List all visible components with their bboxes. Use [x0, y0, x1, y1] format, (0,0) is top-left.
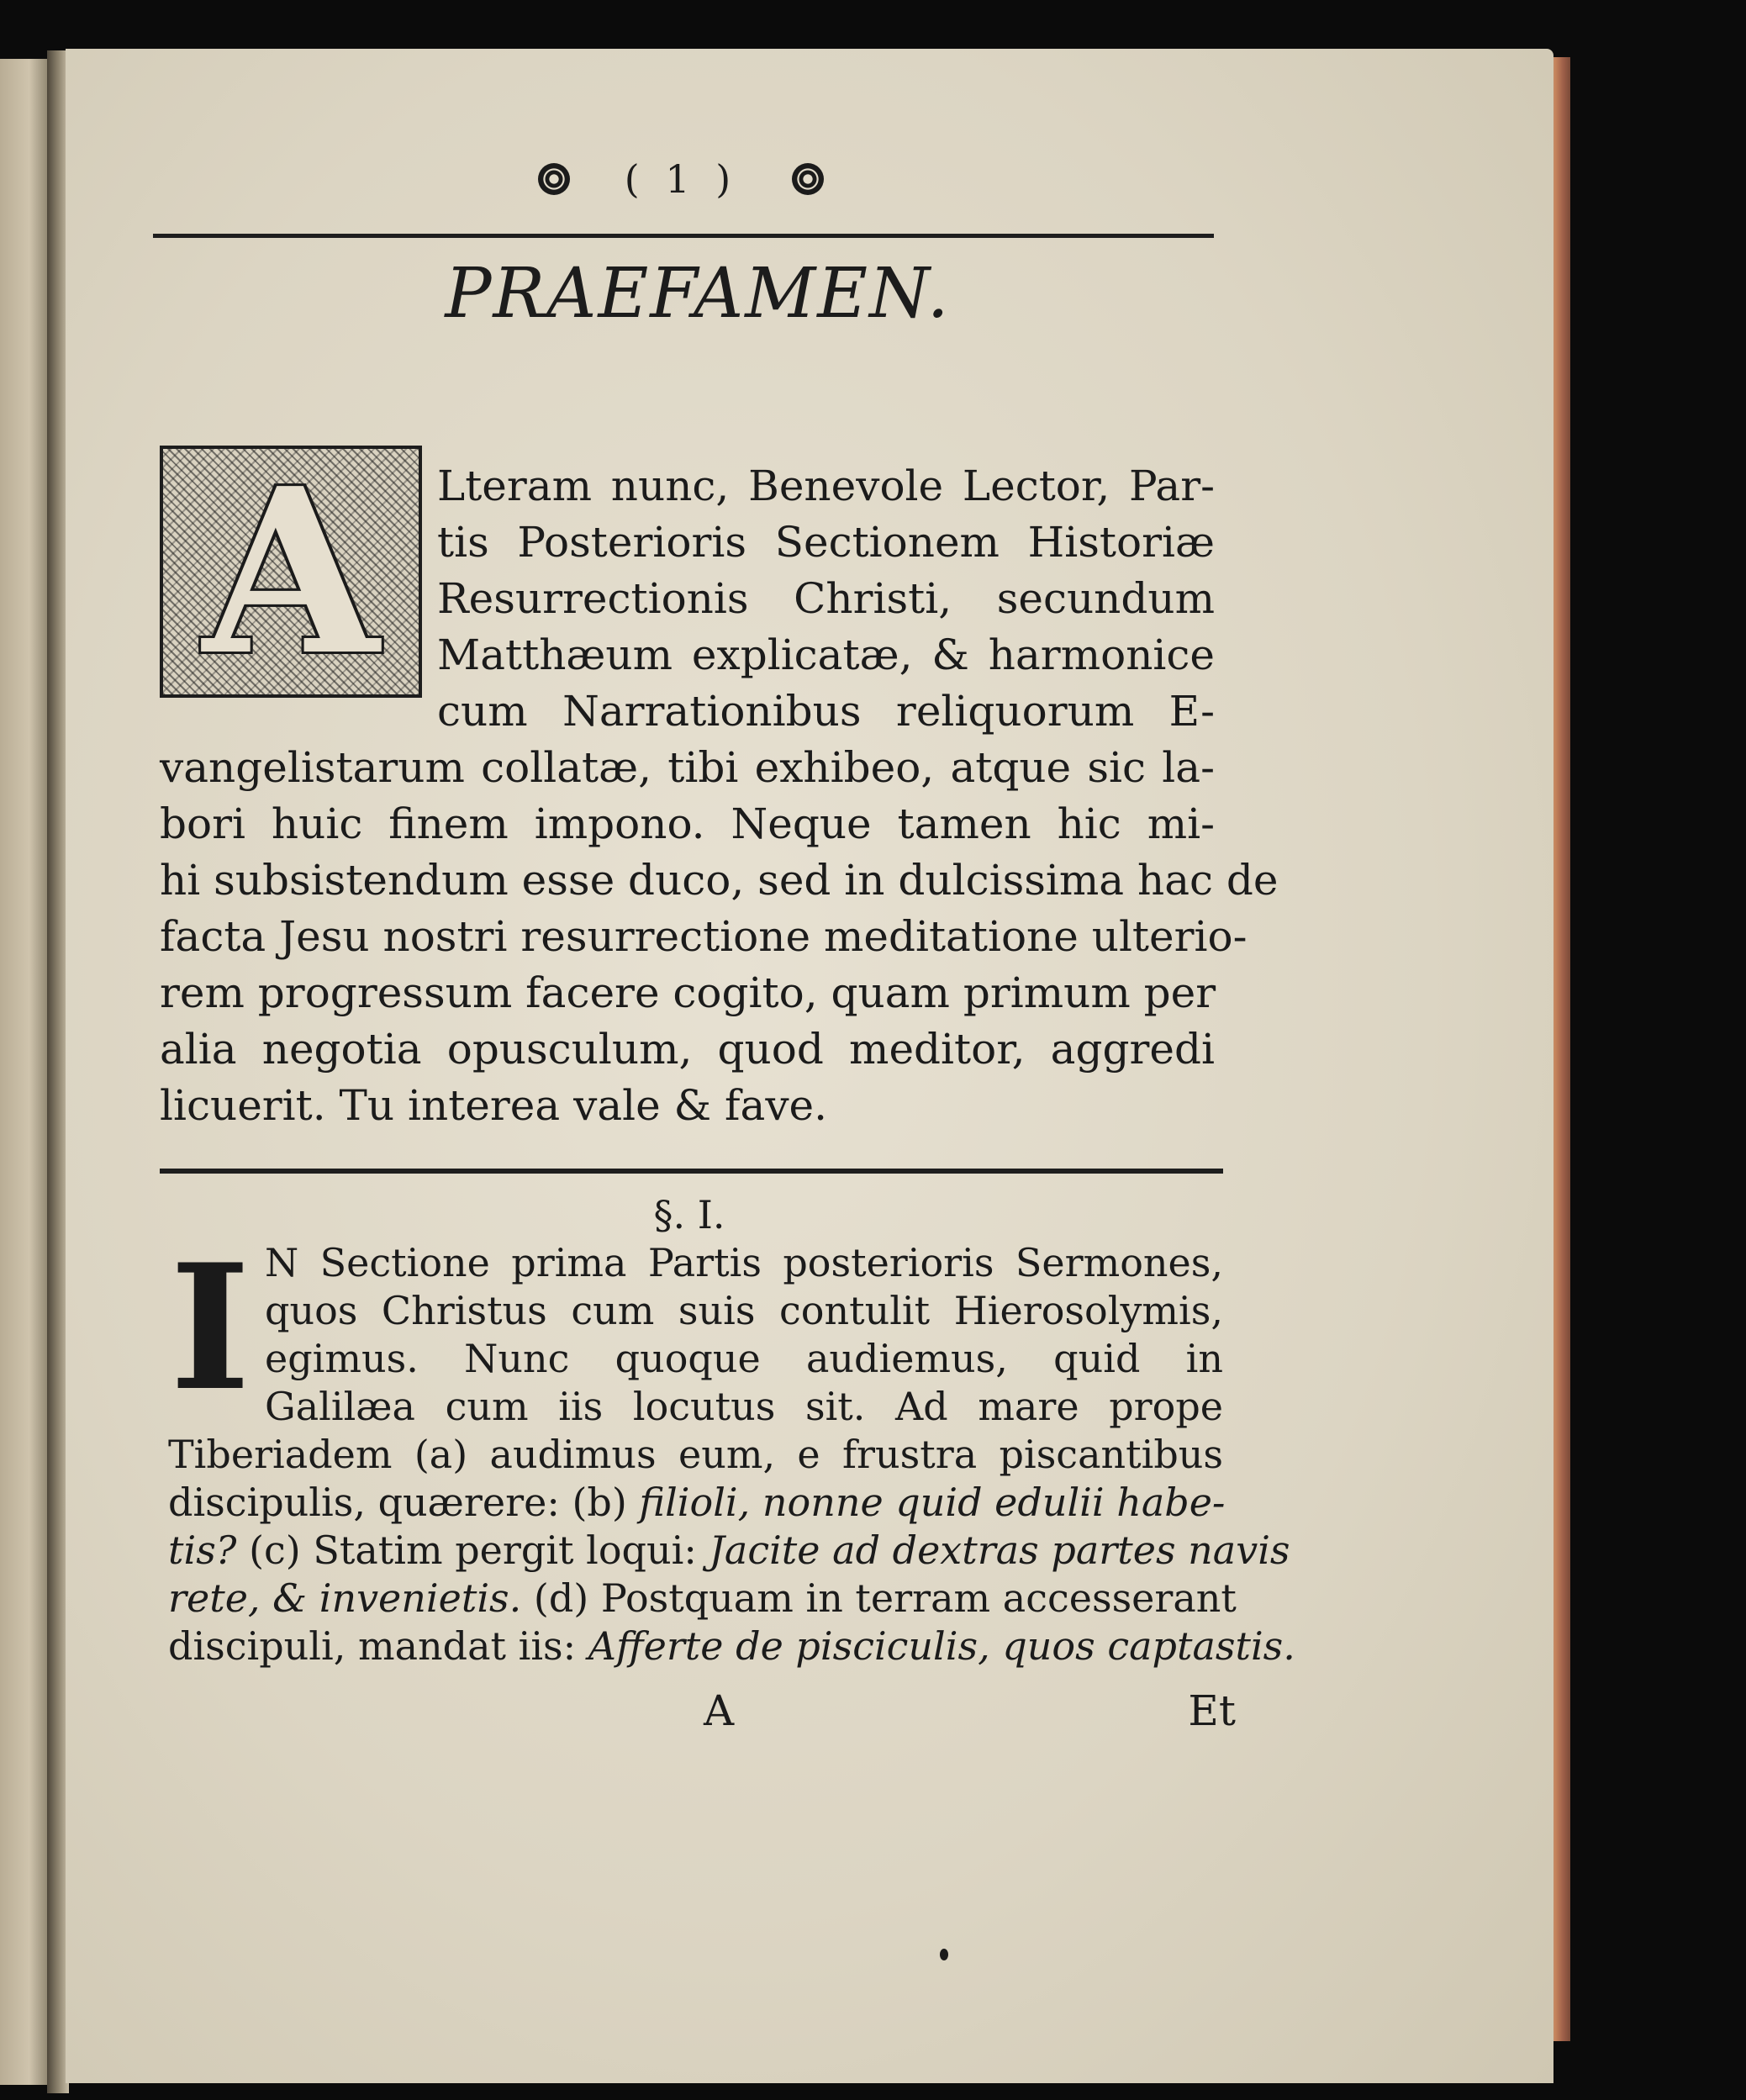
section-initial: I	[170, 1227, 251, 1429]
preface-line: tis Posterioris Sectionem Historiæ	[437, 518, 1215, 567]
italic-quote: Afferte de pisciculis, quos captastis.	[588, 1623, 1295, 1669]
section-line	[265, 1333, 1223, 1384]
italic-quote: rete, & invenietis.	[168, 1575, 522, 1621]
section-line	[168, 1621, 1295, 1671]
rosette-ornament-icon	[792, 163, 824, 195]
preface-text	[160, 461, 1279, 1150]
preface-line: vangelistarum collatæ, tibi exhibeo, atque sic la-	[160, 743, 1215, 792]
section-line	[265, 1237, 1223, 1288]
italic-quote: tis?	[168, 1528, 237, 1573]
preface-line: Matthæum explicatæ, & harmonice	[437, 631, 1215, 679]
section-line	[265, 1285, 1223, 1336]
ink-speck	[940, 1949, 948, 1960]
page-number: ( 1 )	[624, 156, 738, 202]
preface-line: bori huic finem impono. Neque tamen hic mi-	[160, 799, 1215, 848]
signature-mark: A	[703, 1686, 735, 1735]
text-run: (d) Postquam in terram accesserant	[521, 1575, 1237, 1621]
preface-line: Resurrectionis Christi, secundum	[437, 574, 1215, 623]
section-line	[168, 1429, 1223, 1480]
text-run: discipuli, mandat iis:	[168, 1623, 588, 1669]
section-line	[168, 1525, 1290, 1575]
page-title: PRAEFAMEN.	[445, 254, 951, 334]
preface-line: cum Narrationibus reliquorum E-	[437, 687, 1215, 736]
section-line	[168, 1573, 1237, 1623]
preface-line: alia negotia opusculum, quod meditor, aggredi	[160, 1025, 1215, 1074]
preface-line: facta Jesu nostri resurrectione meditatione ulterio-	[160, 912, 1248, 961]
preface-line: rem progressum facere cogito, quam primum per	[160, 968, 1216, 1017]
drop-cap-letter: A	[203, 446, 379, 698]
header-rule	[153, 234, 1214, 238]
preface-line: Lteram nunc, Benevole Lector, Par-	[437, 462, 1215, 510]
text-run: N Sectione prima Partis posterioris Sermones,	[265, 1240, 1223, 1285]
text-run: Galilæa cum iis locutus sit. Ad mare prope	[265, 1384, 1223, 1429]
text-run: Tiberiadem (a) audimus eum, e frustra piscantibus	[168, 1432, 1223, 1477]
section-mark: §. I.	[653, 1192, 725, 1237]
text-run: egimus. Nunc quoque audiemus, quid in	[265, 1336, 1223, 1381]
preface-line: hi subsistendum esse duco, sed in dulcissima hac de	[160, 856, 1279, 905]
catchword: Et	[1188, 1686, 1236, 1735]
running-header	[538, 150, 824, 208]
preface-line: licuerit. Tu interea vale & fave.	[160, 1081, 828, 1130]
italic-quote: filioli, nonne quid edulii habe-	[639, 1480, 1226, 1525]
section-text	[168, 1227, 1295, 1675]
rosette-ornament-icon	[538, 163, 570, 195]
section-line	[168, 1477, 1226, 1528]
text-run: quos Christus cum suis contulit Hierosolymis,	[265, 1288, 1223, 1333]
text-run: discipulis, quærere: (b)	[168, 1480, 640, 1525]
section-line	[265, 1381, 1223, 1432]
text-run: (c) Statim pergit loqui:	[236, 1528, 709, 1573]
italic-quote: Jacite ad dextras partes navis	[709, 1528, 1290, 1573]
facing-page-edge	[0, 59, 49, 2085]
section-rule	[160, 1169, 1223, 1174]
